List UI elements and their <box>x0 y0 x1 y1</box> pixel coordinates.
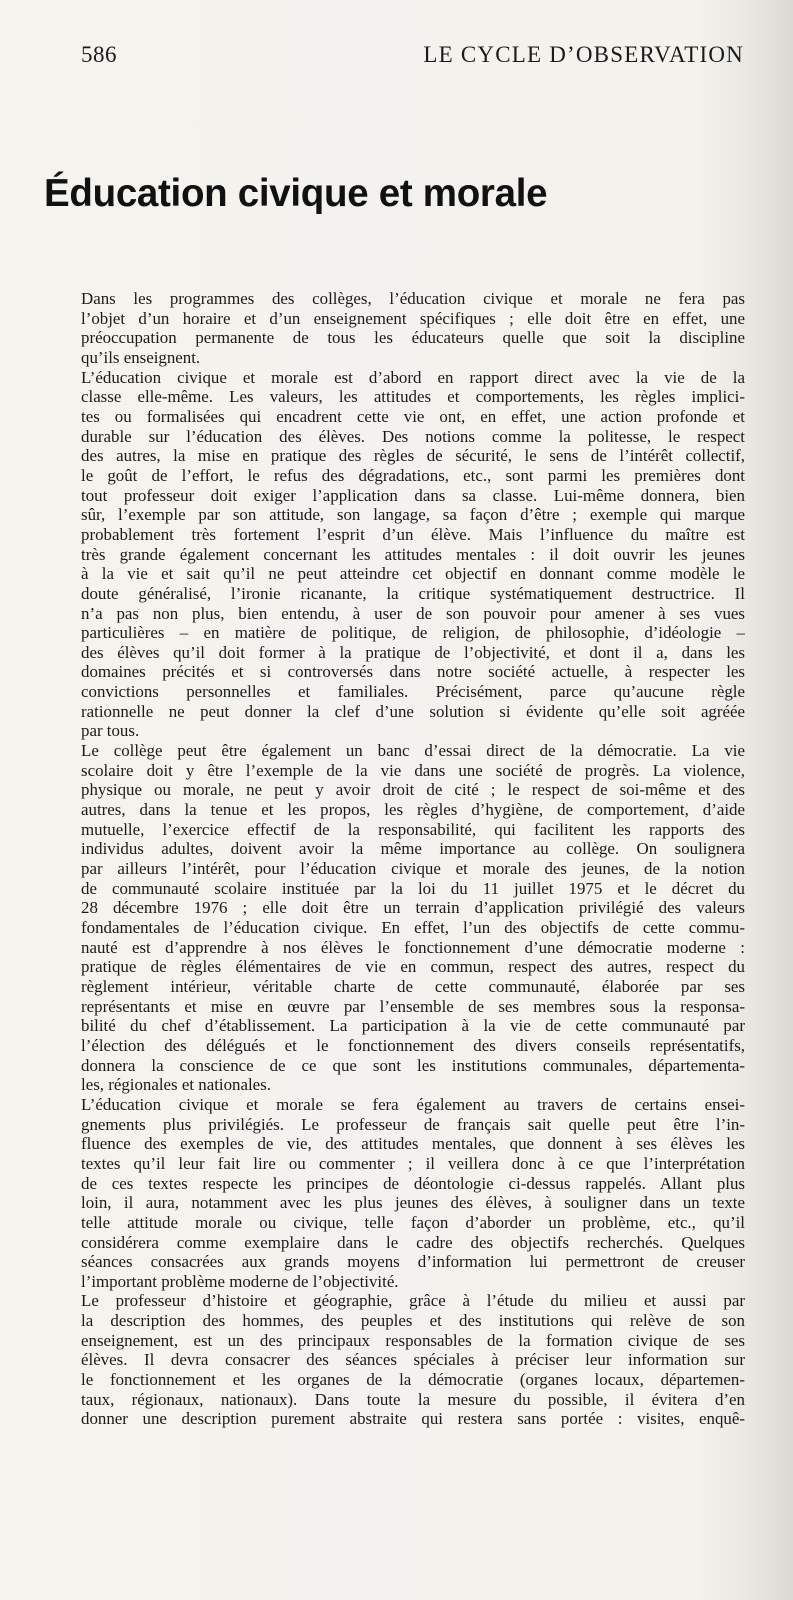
text-line: fluence des exemples de vie, des attitudes mentales, que donnent à ses élèves les <box>81 1134 745 1154</box>
text-line: loin, il aura, notamment avec les plus jeunes des élèves, à souligner dans un texte <box>81 1193 745 1213</box>
text-line: probablement très fortement l’esprit d’un élève. Mais l’influence du maître est <box>81 524 745 544</box>
text-line: tes ou formalisées qui encadrent cette vie ont, en effet, une action profonde et <box>81 406 745 426</box>
text-line: domaines précités et si controversés dans notre société actuelle, à respecter les <box>81 662 745 682</box>
text-line: individus adultes, doivent avoir la même importance au collège. On soulignera <box>81 839 745 859</box>
text-line: L’éducation civique et morale se fera également au travers de certains ensei- <box>81 1094 745 1114</box>
text-line: très grande également concernant les attitudes mentales : il doit ouvrir les jeunes <box>81 544 745 564</box>
section-title: Éducation civique et morale <box>44 172 548 215</box>
text-line: sûr, l’exemple par son attitude, son langage, sa façon d’être ; exemple qui marque <box>81 505 745 525</box>
text-line: scolaire doit y être l’exemple de la vie dans une société de progrès. La violence, <box>81 760 745 780</box>
text-line: convictions personnelles et familiales. Précisément, parce qu’aucune règle <box>81 682 745 702</box>
text-line: donnera la conscience de ce que sont les institutions communales, départementa- <box>81 1055 745 1075</box>
text-line: Dans les programmes des collèges, l’éducation civique et morale ne fera pas <box>81 289 745 308</box>
text-line: considérera comme exemplaire dans le cadre des objectifs recherchés. Quelques <box>81 1232 745 1252</box>
text-line: bilité du chef d’établissement. La participation à la vie de cette communauté par <box>81 1016 745 1036</box>
text-line: par ailleurs l’intérêt, pour l’éducation civique et morale des jeunes, de la notion <box>81 859 745 879</box>
text-line: n’a pas non plus, bien entendu, à user de son pouvoir pour amener à ses vues <box>81 603 745 623</box>
text-line: donner une description purement abstraite qui restera sans portée : visites, enquê- <box>81 1409 745 1429</box>
text-line: de communauté scolaire instituée par la loi du 11 juillet 1975 et le décret du <box>81 878 745 898</box>
text-line: règlement intérieur, véritable charte de cette communauté, élaborée par ses <box>81 976 745 996</box>
text-line: l’élection des délégués et le fonctionnement des divers conseils représentatifs, <box>81 1035 745 1055</box>
paragraph <box>81 741 745 1095</box>
text-line: gnements plus privilégiés. Le professeur de français sait quelle peut être l’in- <box>81 1114 745 1134</box>
paragraph <box>81 1095 745 1292</box>
text-line: à la vie et sait qu’il ne peut atteindre cet objectif en donnant comme modèle le <box>81 564 745 584</box>
text-line: séances consacrées aux grands moyens d’information lui permettront de creuser <box>81 1252 745 1272</box>
text-line: L’éducation civique et morale est d’abord en rapport direct avec la vie de la <box>81 367 745 387</box>
text-line: représentants et mise en œuvre par l’ensemble de ses membres sous la responsa- <box>81 996 745 1016</box>
text-line: des autres, la mise en pratique des règles de sécurité, le sens de l’intérêt collectif, <box>81 446 745 466</box>
text-line: durable sur l’éducation des élèves. Des notions comme la politesse, le respect <box>81 426 745 446</box>
running-head: LE CYCLE D’OBSERVATION <box>423 42 744 67</box>
text-line: le fonctionnement et les organes de la démocratie (organes locaux, départemen- <box>81 1370 745 1390</box>
text-line: doute généralisé, l’ironie ricanante, la critique systématiquement destructrice. Il <box>81 583 745 603</box>
paragraph <box>81 368 745 741</box>
text-line: enseignement, est un des principaux responsables de la formation civique de ses <box>81 1330 745 1350</box>
text-line: classe elle-même. Les valeurs, les attitudes et comportements, les règles implici- <box>81 387 745 407</box>
text-line: autres, dans la tenue et les propos, les règles d’hygiène, de comportement, d’aide <box>81 800 745 820</box>
text-line: pratique de règles élémentaires de vie en commun, respect des autres, respect du <box>81 957 745 977</box>
text-line: tout professeur doit exiger l’application dans sa classe. Lui-même donnera, bien <box>81 485 745 505</box>
text-line: l’objet d’un horaire et d’un enseignement spécifiques ; elle doit être en effet, une <box>81 308 745 328</box>
text-line: Le collège peut être également un banc d’essai direct de la démocratie. La vie <box>81 741 745 761</box>
text-line: particulières – en matière de politique, de religion, de philosophie, d’idéologie – <box>81 623 745 643</box>
text-line: les, régionales et nationales. <box>81 1075 271 1095</box>
text-line: taux, régionaux, nationaux). Dans toute la mesure du possible, il évitera d’en <box>81 1389 745 1409</box>
text-line: 28 décembre 1976 ; elle doit être un terrain d’application privilégié des valeurs <box>81 898 745 918</box>
text-line: de ces textes respecte les principes de déontologie ci-dessus rappelés. Allant plus <box>81 1173 745 1193</box>
text-line: la description des hommes, des peuples et des institutions qui relève de son <box>81 1311 745 1331</box>
text-line: préoccupation permanente de tous les éducateurs quelle que soit la discipline <box>81 328 745 348</box>
text-line: des élèves qu’il doit former à la pratique de l’objectivité, et dont il a, dans les <box>81 642 745 662</box>
text-line: nauté est d’apprendre à nos élèves le fonctionnement d’une démocratie moderne : <box>81 937 745 957</box>
text-line: le goût de l’effort, le refus des dégradations, etc., sont parmi les premières dont <box>81 465 745 485</box>
text-line: telle attitude morale ou civique, telle façon d’aborder un problème, etc., qu’il <box>81 1212 745 1232</box>
text-line: textes qu’il leur fait lire ou commenter ; il veillera donc à ce que l’interprétation <box>81 1153 745 1173</box>
text-line: physique ou morale, ne peut y avoir droit de cité ; le respect de soi-même et des <box>81 780 745 800</box>
text-line: l’important problème moderne de l’objectivité. <box>81 1271 399 1291</box>
text-line: Le professeur d’histoire et géographie, grâce à l’étude du milieu et aussi par <box>81 1291 745 1311</box>
text-line: mutuelle, l’exercice effectif de la responsabilité, qui facilitent les rapports des <box>81 819 745 839</box>
text-line: qu’ils enseignent. <box>81 347 201 367</box>
body-text <box>81 289 745 1429</box>
paragraph <box>81 289 745 368</box>
paragraph <box>81 1291 745 1429</box>
text-line: fondamentales de l’éducation civique. En effet, l’un des objectifs de cette commu- <box>81 918 745 937</box>
page-number: 586 <box>81 42 117 67</box>
text-line: rationnelle ne peut donner la clef d’une solution si évidente qu’elle soit agréée <box>81 701 745 721</box>
text-line: élèves. Il devra consacrer des séances spéciales à préciser leur information sur <box>81 1350 745 1370</box>
page-header <box>81 42 744 76</box>
text-line: par tous. <box>81 721 140 741</box>
